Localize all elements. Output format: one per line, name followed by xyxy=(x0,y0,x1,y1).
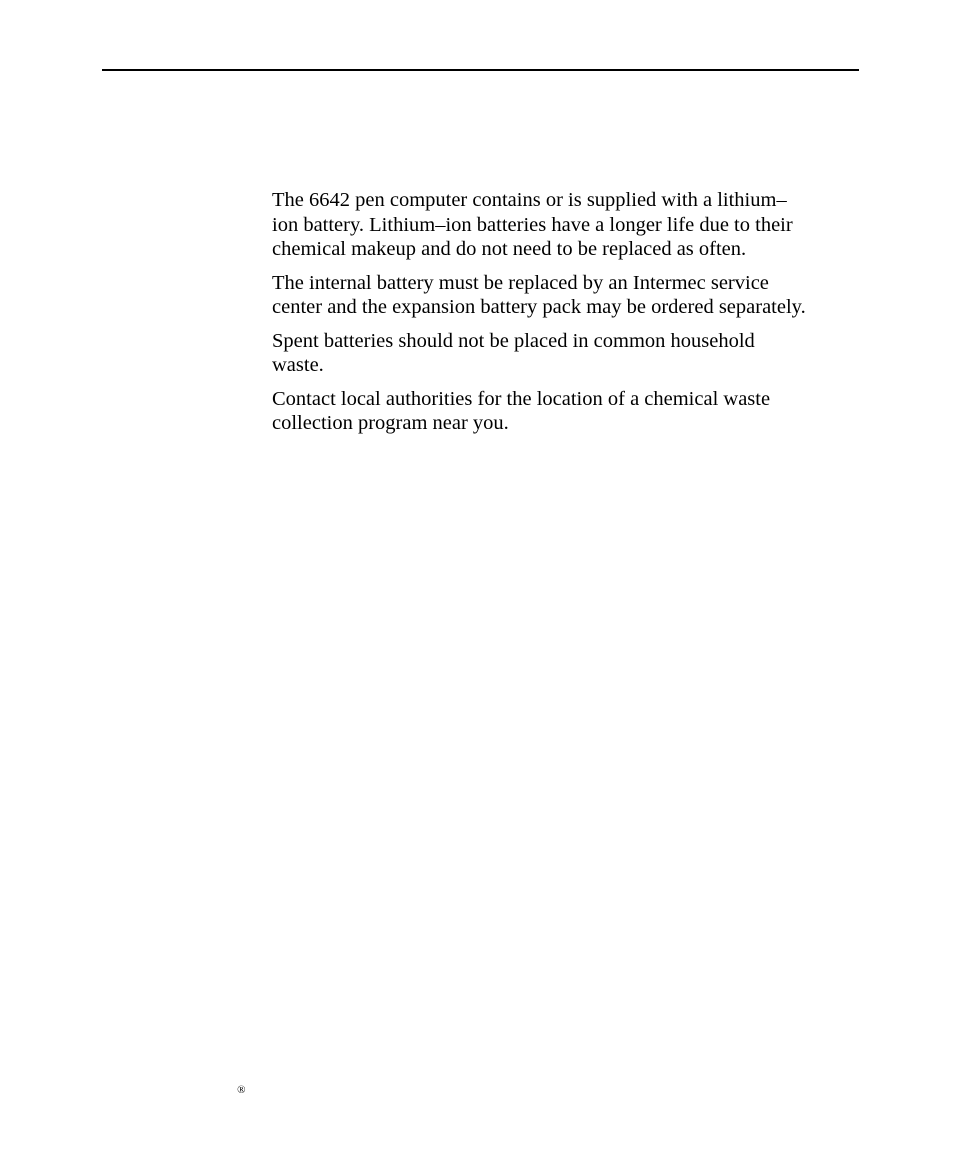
header-rule xyxy=(102,69,859,71)
registered-mark: ® xyxy=(237,1084,246,1096)
paragraph-contact-authorities: Contact local authorities for the location of a chemical waste collection program near you. xyxy=(272,387,771,434)
paragraph-spent-batteries: Spent batteries should not be placed in common household waste. xyxy=(272,329,755,376)
battery-disposal-text xyxy=(272,188,922,445)
paragraph-lithium-ion: The 6642 pen computer contains or is supplied with a lithium– ion battery. Lithium–ion batteries have a longer life due to their chemical makeup and do not need to be replaced as often. xyxy=(272,189,793,260)
paragraph-internal-battery: The internal battery must be replaced by an Intermec service center and the expansion battery pack may be ordered separately. xyxy=(272,271,806,318)
